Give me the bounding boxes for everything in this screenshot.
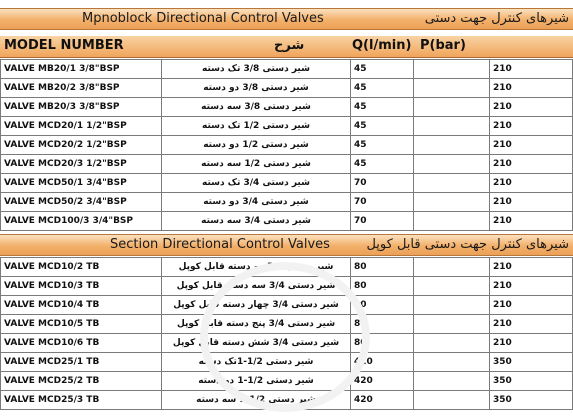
table-row bbox=[1, 353, 573, 372]
value-cell: 350 bbox=[490, 372, 573, 391]
value-cell: 210 bbox=[490, 136, 573, 155]
monoblock-valve-table bbox=[0, 59, 573, 231]
flow-cell: 80 bbox=[351, 258, 414, 277]
table-row bbox=[1, 60, 573, 79]
table-row bbox=[1, 136, 573, 155]
table-row bbox=[1, 277, 573, 296]
value-cell: 210 bbox=[490, 193, 573, 212]
model-number-cell: VALVE MCD50/2 3/4"BSP bbox=[1, 193, 162, 212]
model-number-cell: VALVE MCD25/2 TB bbox=[1, 372, 162, 391]
description-cell: شیر دستی 1/2-1 سه دسته bbox=[162, 391, 351, 410]
description-cell: شیر دستی 3/4 سه دسته bbox=[162, 212, 351, 231]
section-title-en: Section Directional Control Valves bbox=[110, 237, 330, 252]
model-number-cell: VALVE MCD50/1 3/4"BSP bbox=[1, 174, 162, 193]
value-cell: 210 bbox=[490, 334, 573, 353]
header-description: شرح bbox=[274, 38, 305, 53]
table-row bbox=[1, 372, 573, 391]
model-number-cell: VALVE MCD25/3 TB bbox=[1, 391, 162, 410]
pressure-cell bbox=[414, 155, 490, 174]
value-cell: 210 bbox=[490, 296, 573, 315]
description-cell: شیر دستی 3/4 چهار دسته قابل کوپل bbox=[162, 296, 351, 315]
table-row bbox=[1, 334, 573, 353]
flow-cell: 45 bbox=[351, 136, 414, 155]
flow-cell: 70 bbox=[351, 212, 414, 231]
table-row bbox=[1, 174, 573, 193]
model-number-cell: VALVE MB20/3 3/8"BSP bbox=[1, 98, 162, 117]
flow-cell: 70 bbox=[351, 193, 414, 212]
description-cell: شیر دستی 3/4 دو دسته bbox=[162, 193, 351, 212]
pressure-cell bbox=[414, 117, 490, 136]
pressure-cell bbox=[414, 79, 490, 98]
description-cell: شیر دستی 3/4 سه دسته قابل کوپل bbox=[162, 277, 351, 296]
flow-cell: 45 bbox=[351, 60, 414, 79]
description-cell: شیر دستی 1/2 دو دسته bbox=[162, 136, 351, 155]
pressure-cell bbox=[414, 296, 490, 315]
value-cell: 210 bbox=[490, 315, 573, 334]
model-number-cell: VALVE MCD10/6 TB bbox=[1, 334, 162, 353]
description-cell: شیر دستی 1/2 سه دسته bbox=[162, 155, 351, 174]
model-number-cell: VALVE MCD100/3 3/4"BSP bbox=[1, 212, 162, 231]
flow-cell: 45 bbox=[351, 155, 414, 174]
sectional-valve-table bbox=[0, 257, 573, 410]
flow-cell: 70 bbox=[351, 174, 414, 193]
model-number-cell: VALVE MB20/1 3/8"BSP bbox=[1, 60, 162, 79]
header-flow: Q(l/min) bbox=[352, 38, 412, 53]
value-cell: 210 bbox=[490, 117, 573, 136]
header-model-number: MODEL NUMBER bbox=[4, 38, 124, 53]
table-row bbox=[1, 79, 573, 98]
pressure-cell bbox=[414, 193, 490, 212]
flow-cell: 45 bbox=[351, 98, 414, 117]
value-cell: 210 bbox=[490, 258, 573, 277]
table-row bbox=[1, 212, 573, 231]
description-cell: شیر دستی 3/8 سه دسته bbox=[162, 98, 351, 117]
section-title-fa: شیرهای کنترل جهت دستی bbox=[424, 11, 569, 26]
value-cell: 210 bbox=[490, 212, 573, 231]
model-number-cell: VALVE MCD20/3 1/2"BSP bbox=[1, 155, 162, 174]
model-number-cell: VALVE MCD10/2 TB bbox=[1, 258, 162, 277]
value-cell: 210 bbox=[490, 79, 573, 98]
flow-cell: 80 bbox=[351, 334, 414, 353]
flow-cell: 45 bbox=[351, 117, 414, 136]
pressure-cell bbox=[414, 60, 490, 79]
description-cell: شیر دستی 3/4 تک دسته bbox=[162, 174, 351, 193]
pressure-cell bbox=[414, 334, 490, 353]
table-row bbox=[1, 391, 573, 410]
section-title-en: Mpnoblock Directional Control Valves bbox=[82, 11, 324, 26]
section-header-sectional bbox=[0, 234, 573, 256]
table-row bbox=[1, 117, 573, 136]
pressure-cell bbox=[414, 258, 490, 277]
model-number-cell: VALVE MCD20/2 1/2"BSP bbox=[1, 136, 162, 155]
value-cell: 350 bbox=[490, 353, 573, 372]
pressure-cell bbox=[414, 372, 490, 391]
section-header-monoblock bbox=[0, 8, 573, 30]
description-cell: شیر دستی 3/4 شش دسته قابل کوپل bbox=[162, 334, 351, 353]
description-cell: شیر دستی 3/4 پنج دسته قابل کوپل bbox=[162, 315, 351, 334]
description-cell: شیر دستی 1/2-1تک دسته bbox=[162, 353, 351, 372]
flow-cell: 420 bbox=[351, 391, 414, 410]
value-cell: 210 bbox=[490, 98, 573, 117]
section-title-fa: شیرهای کنترل جهت دستی قابل کوپل bbox=[366, 237, 569, 252]
pressure-cell bbox=[414, 353, 490, 372]
model-number-cell: VALVE MCD10/3 TB bbox=[1, 277, 162, 296]
model-number-cell: VALVE MB20/2 3/8"BSP bbox=[1, 79, 162, 98]
table-row bbox=[1, 98, 573, 117]
flow-cell: 80 bbox=[351, 277, 414, 296]
table-row bbox=[1, 258, 573, 277]
model-number-cell: VALVE MCD20/1 1/2"BSP bbox=[1, 117, 162, 136]
table-row bbox=[1, 193, 573, 212]
value-cell: 210 bbox=[490, 60, 573, 79]
pressure-cell bbox=[414, 174, 490, 193]
value-cell: 210 bbox=[490, 155, 573, 174]
pressure-cell bbox=[414, 98, 490, 117]
value-cell: 210 bbox=[490, 174, 573, 193]
model-number-cell: VALVE MCD10/4 TB bbox=[1, 296, 162, 315]
description-cell: شیر دستی 3/4 دو دسته قابل کوپل bbox=[162, 258, 351, 277]
value-cell: 210 bbox=[490, 277, 573, 296]
flow-cell: 80 bbox=[351, 315, 414, 334]
description-cell: شیر دستی 3/8 دو دسته bbox=[162, 79, 351, 98]
description-cell: شیر دستی 3/8 تک دسته bbox=[162, 60, 351, 79]
value-cell: 350 bbox=[490, 391, 573, 410]
table-row bbox=[1, 296, 573, 315]
header-pressure: P(bar) bbox=[420, 38, 466, 53]
pressure-cell bbox=[414, 212, 490, 231]
flow-cell: 80 bbox=[351, 296, 414, 315]
flow-cell: 420 bbox=[351, 372, 414, 391]
table-row bbox=[1, 155, 573, 174]
pressure-cell bbox=[414, 136, 490, 155]
description-cell: شیر دستی 1/2-1 دو دسته bbox=[162, 372, 351, 391]
table-row bbox=[1, 315, 573, 334]
model-number-cell: VALVE MCD10/5 TB bbox=[1, 315, 162, 334]
flow-cell: 45 bbox=[351, 79, 414, 98]
pressure-cell bbox=[414, 391, 490, 410]
flow-cell: 420 bbox=[351, 353, 414, 372]
description-cell: شیر دستی 1/2 تک دسته bbox=[162, 117, 351, 136]
pressure-cell bbox=[414, 277, 490, 296]
model-number-cell: VALVE MCD25/1 TB bbox=[1, 353, 162, 372]
pressure-cell bbox=[414, 315, 490, 334]
column-header-row bbox=[0, 36, 573, 58]
